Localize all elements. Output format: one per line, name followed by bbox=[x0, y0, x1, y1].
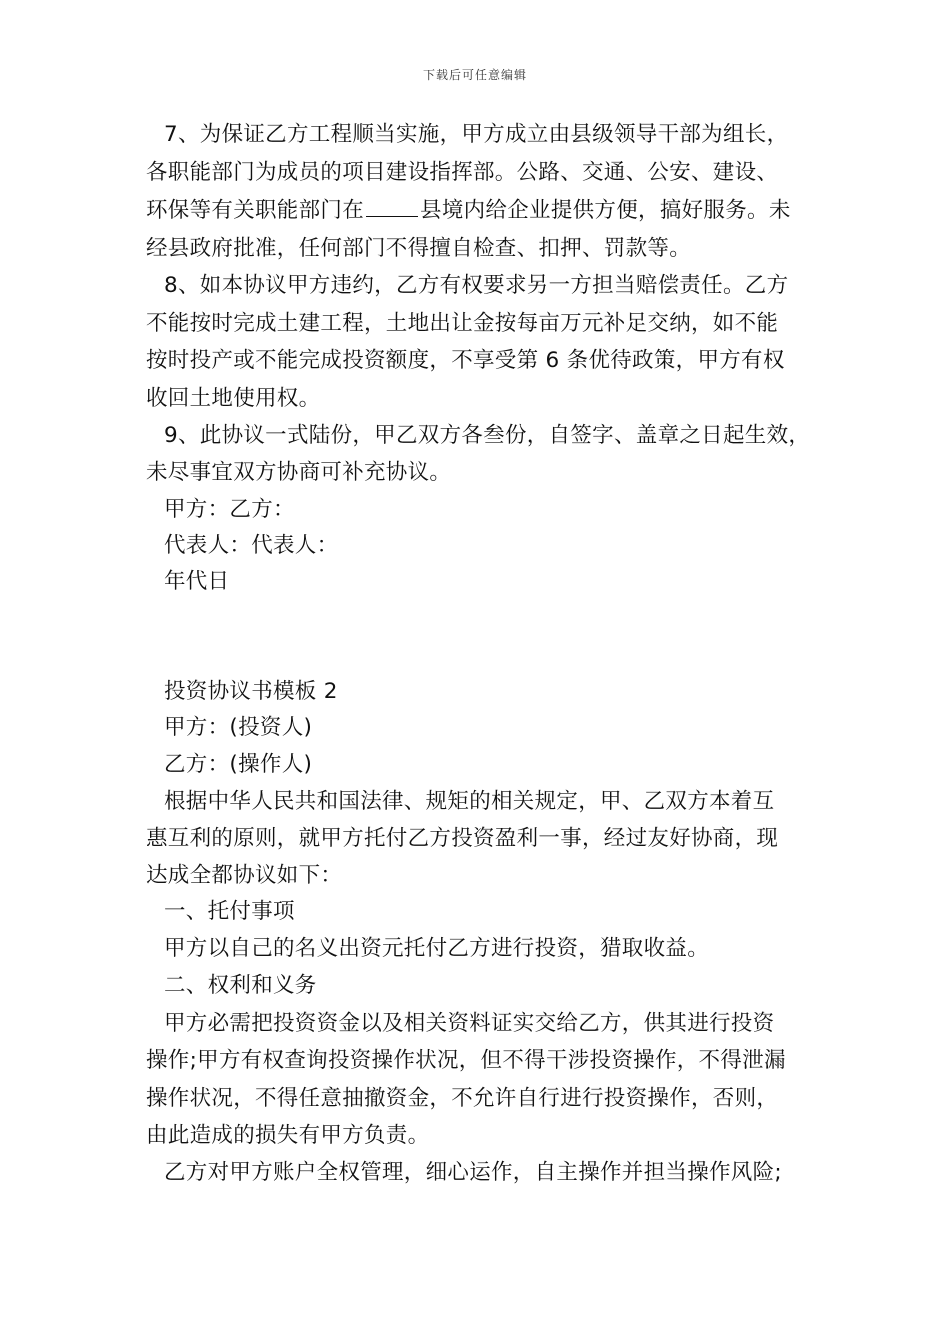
clause8-line1: 8、如本协议甲方违约，乙方有权要求另一方担当赔偿责任。乙方 bbox=[164, 273, 789, 298]
clause8-line2: 不能按时完成土建工程，土地出让金按每亩万元补足交纳，如不能 bbox=[146, 311, 779, 336]
clause7-line3-after: 县境内给企业提供方便，搞好服务。未 bbox=[420, 198, 791, 223]
clause7-line3 bbox=[146, 193, 791, 229]
section2-p1-line2: 操作;甲方有权查询投资操作状况，但不得干涉投资操作，不得泄漏 bbox=[146, 1048, 786, 1073]
template2-party-a: 甲方：(投资人) bbox=[164, 715, 313, 740]
clause8-line3: 按时投产或不能完成投资额度，不享受第 6 条优待政策，甲方有权 bbox=[146, 348, 785, 373]
template2-intro-line1: 根据中华人民共和国法律、规矩的相关规定，甲、乙双方本着互 bbox=[164, 789, 775, 814]
clause7-line3-before: 环保等有关职能部门在 bbox=[146, 198, 365, 223]
section2-p1-line4: 由此造成的损失有甲方负责。 bbox=[146, 1123, 430, 1148]
clause7-line4: 经县政府批准，任何部门不得擅自检查、扣押、罚款等。 bbox=[146, 236, 692, 261]
signature-parties: 甲方：乙方： bbox=[164, 497, 295, 522]
section2-p1-line1: 甲方必需把投资资金以及相关资料证实交给乙方，供其进行投资 bbox=[164, 1011, 775, 1036]
signature-representatives: 代表人：代表人： bbox=[164, 533, 339, 558]
section1-heading: 一、托付事项 bbox=[164, 899, 295, 924]
clause8-line4: 收回土地使用权。 bbox=[146, 386, 321, 411]
template2-intro-line3: 达成全都协议如下： bbox=[146, 863, 343, 888]
fill-in-blank bbox=[366, 198, 418, 217]
section2-p2-line1: 乙方对甲方账户全权管理，细心运作，自主操作并担当操作风险; bbox=[164, 1160, 782, 1185]
page-header: 下载后可任意编辑 bbox=[422, 68, 527, 82]
clause9-line2: 未尽事宜双方协商可补充协议。 bbox=[146, 460, 452, 485]
section1-text: 甲方以自己的名义出资元托付乙方进行投资，猎取收益。 bbox=[164, 936, 710, 961]
template2-title: 投资协议书模板 2 bbox=[164, 679, 338, 704]
template2-party-b: 乙方：(操作人) bbox=[164, 752, 313, 777]
clause9-line1: 9、此协议一式陆份，甲乙双方各叁份，自签字、盖章之日起生效， bbox=[164, 423, 811, 448]
section2-heading: 二、权利和义务 bbox=[164, 973, 317, 998]
signature-date: 年代日 bbox=[164, 569, 230, 594]
clause7-line1: 7、为保证乙方工程顺当实施，甲方成立由县级领导干部为组长， bbox=[164, 122, 789, 147]
clause7-line2: 各职能部门为成员的项目建设指挥部。公路、交通、公安、建设、 bbox=[146, 160, 779, 185]
section2-p1-line3: 操作状况，不得任意抽撤资金，不允许自行进行投资操作，否则， bbox=[146, 1086, 779, 1111]
template2-intro-line2: 惠互利的原则，就甲方托付乙方投资盈利一事，经过友好协商，现 bbox=[146, 826, 779, 851]
